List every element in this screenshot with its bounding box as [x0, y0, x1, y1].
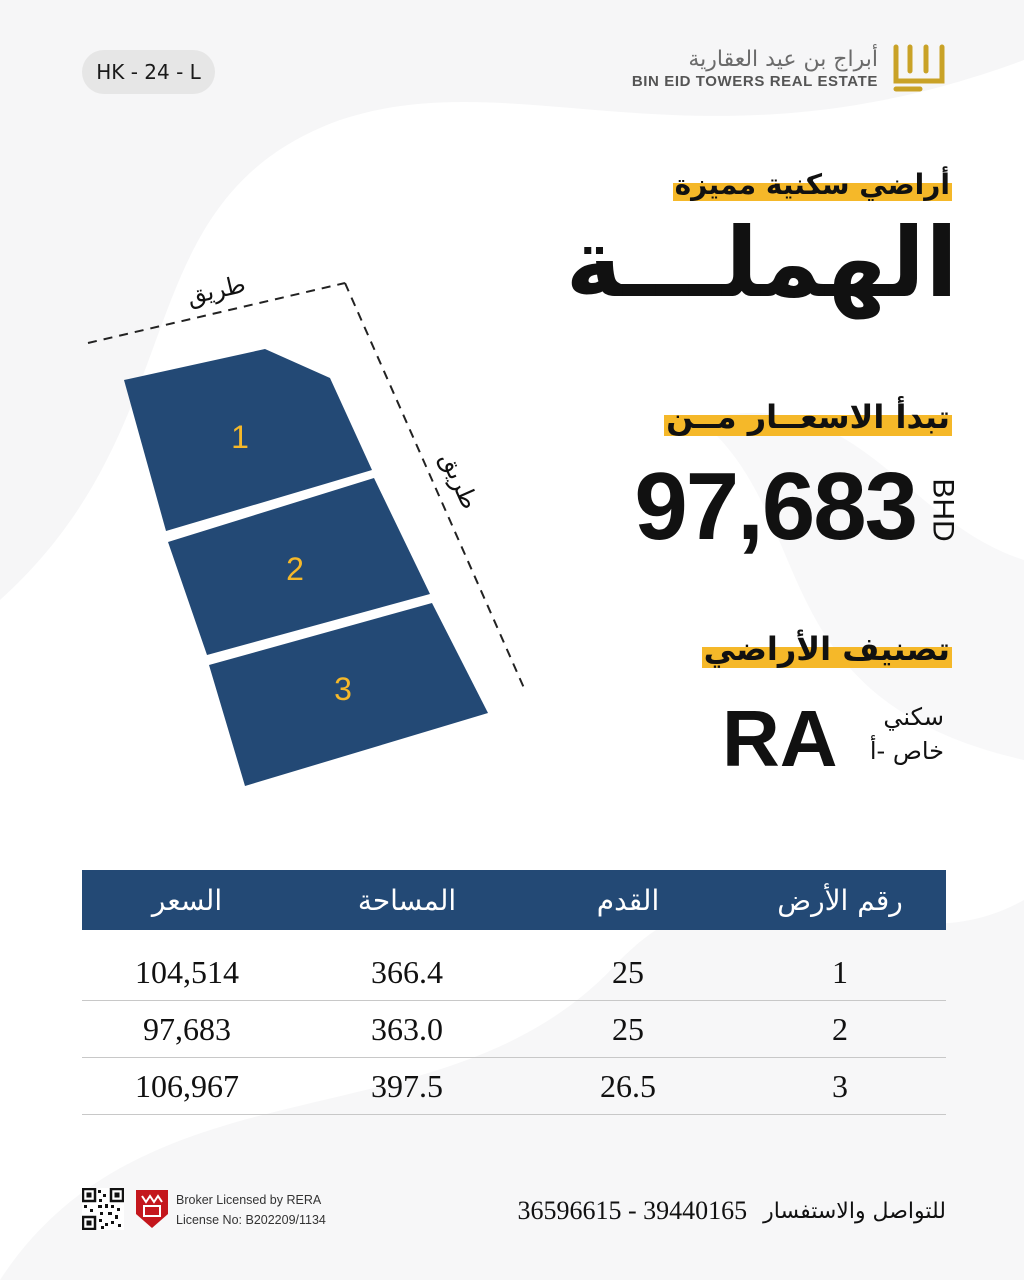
logo-name-en: BIN EID TOWERS REAL ESTATE	[631, 72, 878, 90]
classification-desc-line1: سكني	[883, 703, 944, 731]
lot-1-number: 1	[231, 419, 249, 455]
cell-lot-number: 1	[832, 953, 848, 990]
contact-info	[517, 1196, 946, 1226]
lots-table	[82, 870, 946, 1115]
currency: BHD	[927, 478, 960, 542]
rera-logo-icon	[134, 1188, 170, 1230]
contact-phones[interactable]: 36596615 - 39440165	[517, 1196, 748, 1225]
cell-price: 104,514	[135, 953, 239, 990]
road-top-label: طريق	[184, 269, 249, 311]
logo-mark-icon	[890, 41, 948, 95]
starting-price: 97,683	[634, 453, 916, 560]
reference-badge: HK - 24 - L	[82, 50, 215, 94]
page-title: الهملـــة	[565, 207, 958, 319]
qr-code-icon[interactable]	[82, 1188, 124, 1230]
cell-frontage: 25	[612, 953, 644, 990]
price-label: تبدأ الاسعــار مــن	[666, 398, 950, 436]
cell-area: 397.5	[371, 1067, 443, 1104]
broker-license-line2: License No: B202209/1134	[176, 1213, 326, 1227]
cell-area: 366.4	[371, 953, 443, 990]
cell-frontage: 25	[612, 1010, 644, 1047]
logo-name-ar: أبراج بن عيد العقارية	[688, 46, 878, 72]
table-row	[82, 944, 946, 1001]
cell-area: 363.0	[371, 1010, 443, 1047]
cell-lot-number: 3	[832, 1067, 848, 1104]
contact-label: للتواصل والاستفسار	[763, 1198, 946, 1224]
classification-desc-line2: خاص -أ	[869, 737, 944, 765]
table-header	[82, 870, 946, 930]
classification-description	[870, 700, 944, 768]
cell-frontage: 26.5	[600, 1067, 656, 1104]
classification-label: تصنيف الأراضي	[703, 630, 950, 668]
header-area: المساحة	[357, 883, 457, 917]
table-row	[82, 1001, 946, 1058]
broker-license-line1: Broker Licensed by RERA	[176, 1193, 322, 1207]
classification-code: RA	[722, 694, 838, 783]
cell-price: 97,683	[143, 1010, 231, 1047]
broker-license	[176, 1190, 326, 1230]
subtitle: أراضي سكنية مميزة	[674, 168, 950, 201]
lot-2-number: 2	[286, 551, 304, 587]
table-body	[82, 944, 946, 1115]
road-side-label: طريق	[434, 448, 485, 514]
header-frontage: القدم	[596, 883, 660, 917]
lot-3-number: 3	[334, 671, 352, 707]
cell-price: 106,967	[135, 1067, 239, 1104]
company-logo	[632, 40, 948, 96]
header-lot-number: رقم الأرض	[777, 883, 903, 917]
plot-diagram	[60, 260, 540, 800]
cell-lot-number: 2	[832, 1010, 848, 1047]
header-price: السعر	[151, 883, 223, 917]
table-row	[82, 1058, 946, 1115]
